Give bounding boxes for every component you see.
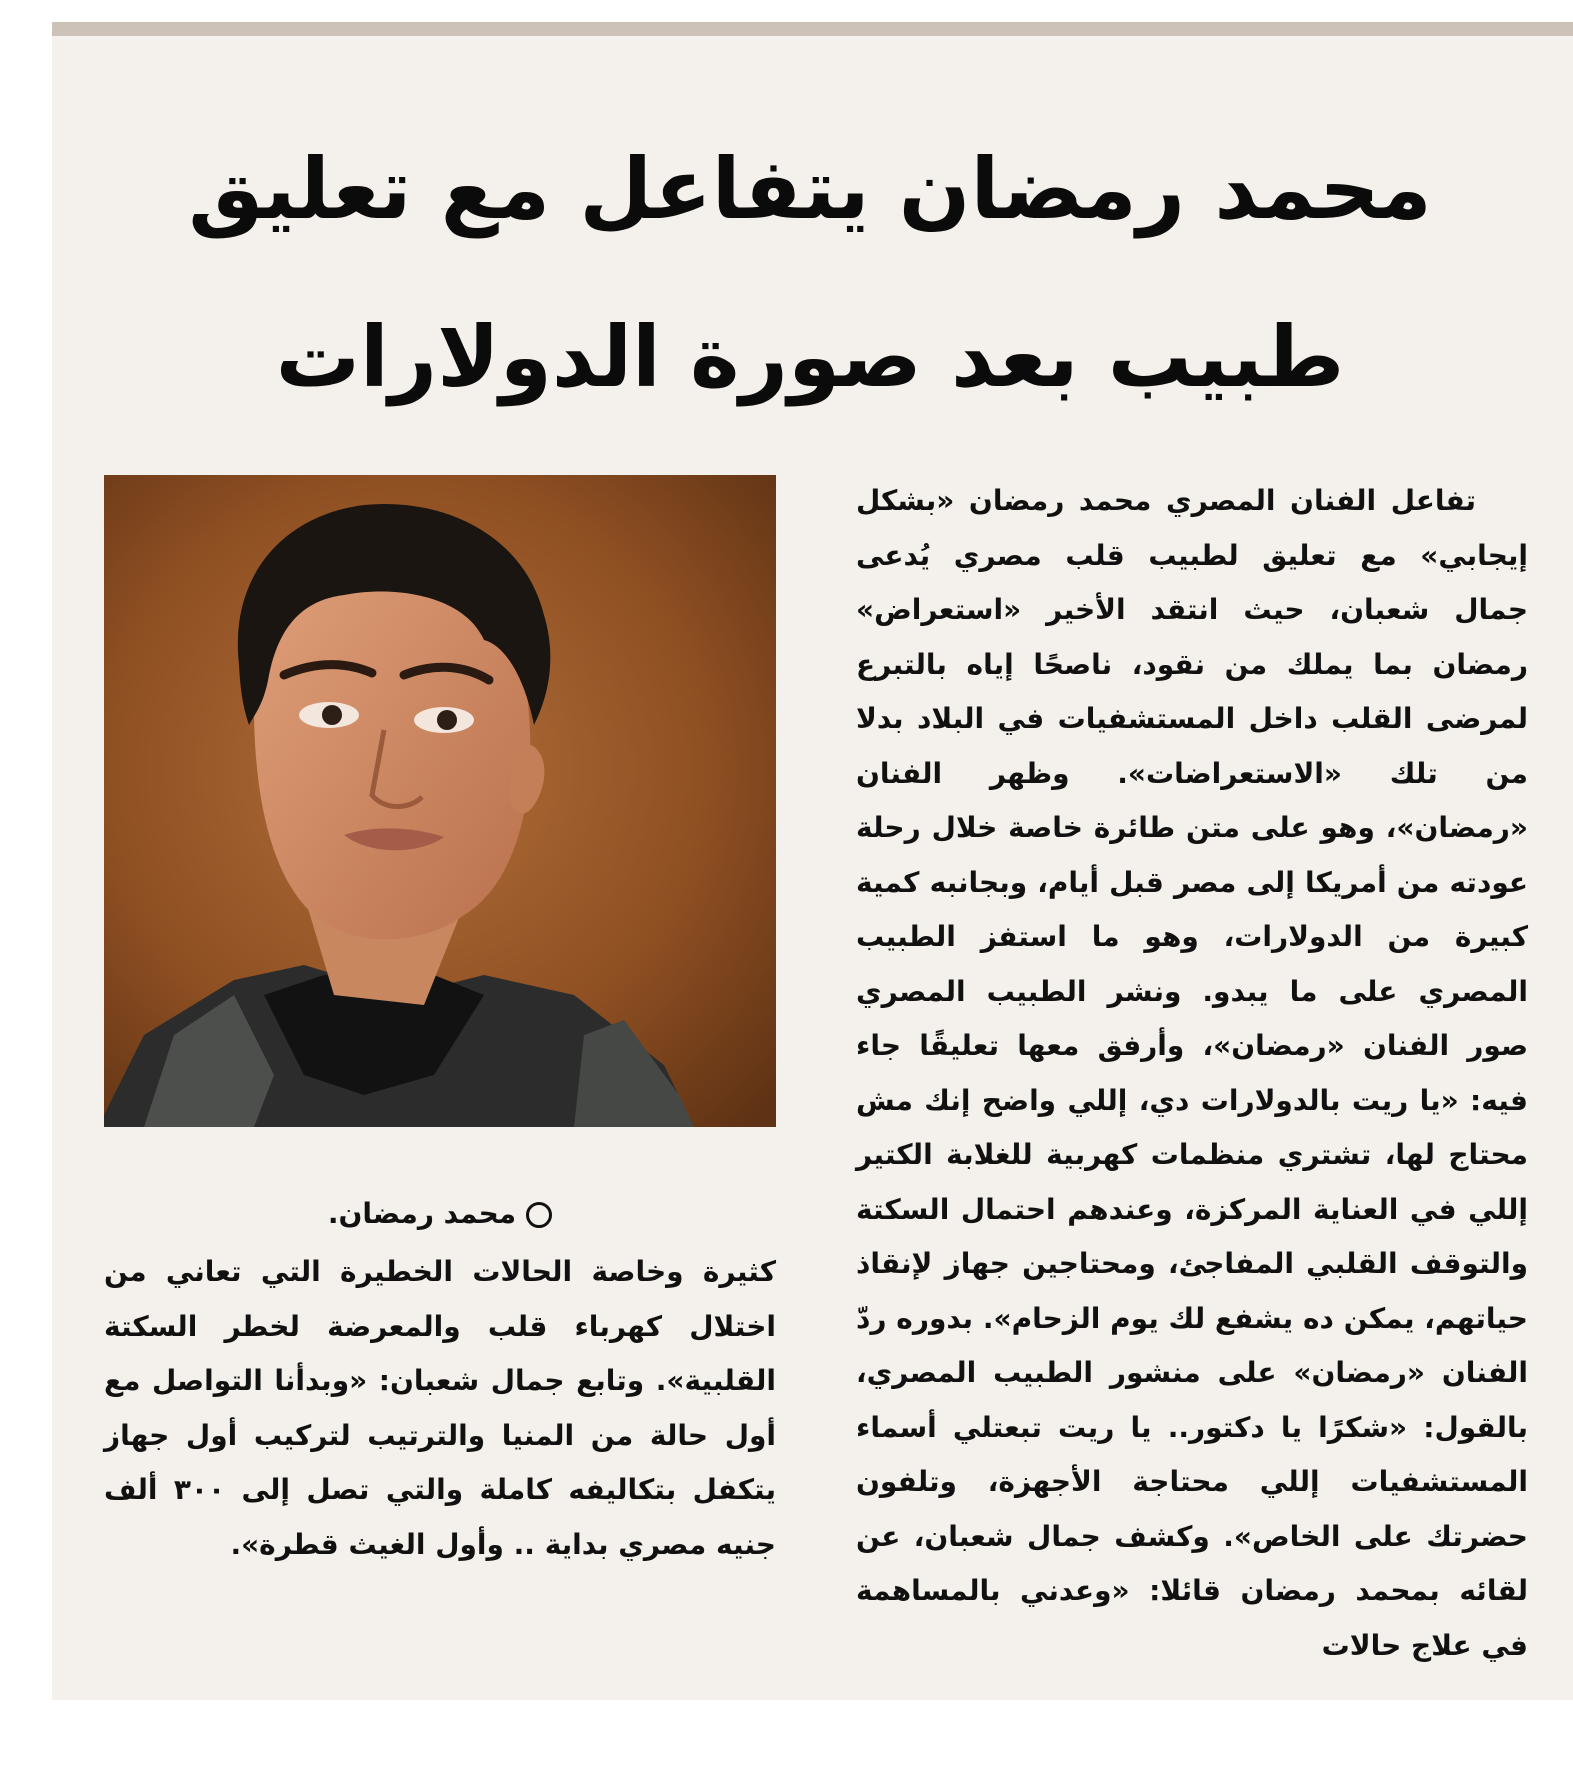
top-rule xyxy=(52,22,1573,36)
caption-marker-icon xyxy=(526,1202,552,1228)
article-body-left-column: كثيرة وخاصة الحالات الخطيرة التي تعاني من اختلال كهرباء قلب والمعرضة لخطر السكتة القلبية». وتابع جمال شعبان: «وبدأنا التواصل مع أول حالة من المنيا والترتيب لتركيب أول جهاز يتكفل بتكاليفه كاملة والتي تصل إلى ٣٠٠ ألف جنيه مصري بداية .. وأول الغيث قطرة». xyxy=(104,1255,776,1561)
portrait-photo xyxy=(104,475,776,1127)
photo-caption xyxy=(104,1194,776,1234)
headline: محمد رمضان يتفاعل مع تعليق طبيب بعد صورة الدولارات xyxy=(188,140,1432,406)
caption-text: محمد رمضان. xyxy=(327,1197,517,1230)
article-body-right-column: تفاعل الفنان المصري محمد رمضان «بشكل إيجابي» مع تعليق لطبيب قلب مصري يُدعى جمال شعبان، حيث انتقد الأخير «استعراض» رمضان بما يملك من نقود، ناصحًا إياه بالتبرع لمرضى القلب داخل المستشفيات في البلاد بدلا من تلك «الاستعراضات». وظهر الفنان «رمضان»، وهو على متن طائرة خاصة خلال رحلة عودته من أمريكا إلى مصر قبل أيام، وبجانبه كمية كبيرة من الدولارات، وهو ما استفز الطبيب المصري على ما يبدو. ونشر الطبيب المصري صور الفنان «رمضان»، وأرفق معها تعليقًا جاء فيه: «يا ريت بالدولارات دي، إللي واضح إنك مش محتاج لها، تشتري منظمات كهربية للغلابة الكتير إللي في العناية المركزة، وعندهم احتمال السكتة والتوقف القلبي المفاجئ، ومحتاجين جهاز لإنقاذ حياتهم، يمكن ده يشفع لك يوم الزحام». بدوره ردّ الفنان «رمضان» على منشور الطبيب المصري، بالقول: «شكرًا يا دكتور.. يا ريت تبعتلي أسماء المستشفيات إللي محتاجة الأجهزة، وتلفون حضرتك على الخاص». وكشف جمال شعبان، عن لقائه بمحمد رمضان قائلا: «وعدني بالمساهمة في علاج حالات xyxy=(856,484,1528,1662)
